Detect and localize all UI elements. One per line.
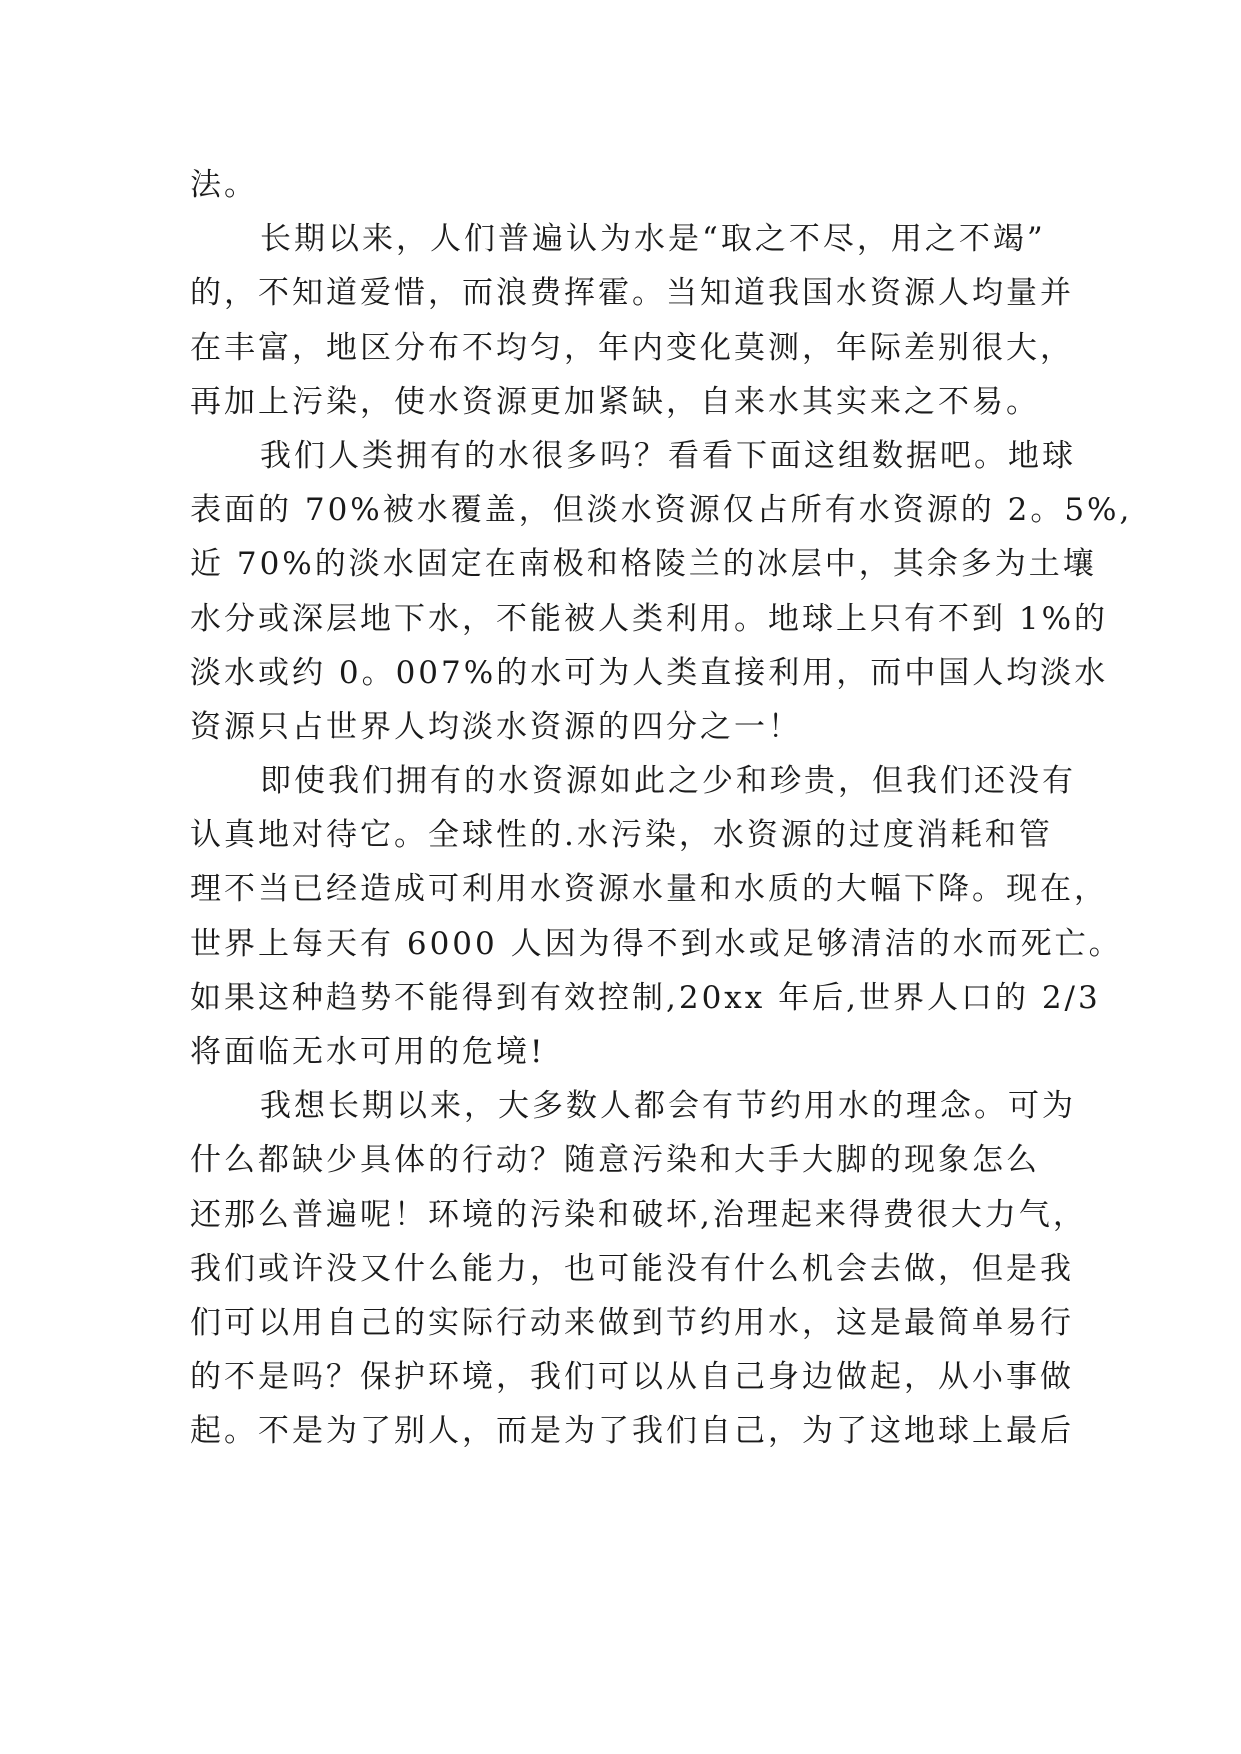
text-line: 认真地对待它。全球性的.水污染，水资源的过度消耗和管 bbox=[190, 817, 1053, 854]
text-line: 淡水或约 0。007%的水可为人类直接利用，而中国人均淡水 bbox=[190, 654, 1109, 691]
text-line: 资源只占世界人均淡水资源的四分之一！ bbox=[190, 708, 802, 745]
text-line: 水分或深层地下水，不能被人类利用。地球上只有不到 1%的 bbox=[190, 600, 1109, 637]
text-line: 如果这种趋势不能得到有效控制,20xx 年后,世界人口的 2/3 bbox=[190, 979, 1101, 1016]
text-line: 理不当已经造成可利用水资源水量和水质的大幅下降。现在， bbox=[190, 871, 1108, 908]
text-line: 我们人类拥有的水很多吗？看看下面这组数据吧。地球 bbox=[260, 437, 1076, 474]
text-line: 们可以用自己的实际行动来做到节约用水，这是最简单易行 bbox=[190, 1304, 1074, 1341]
text-line: 长期以来，人们普遍认为水是“取之不尽，用之不竭” bbox=[260, 221, 1046, 258]
text-line: 再加上污染，使水资源更加紧缺，自来水其实来之不易。 bbox=[190, 383, 1040, 420]
text-line: 将面临无水可用的危境! bbox=[190, 1034, 546, 1070]
text-line: 起。不是为了别人，而是为了我们自己，为了这地球上最后 bbox=[190, 1413, 1074, 1450]
text-line: 即使我们拥有的水资源如此之少和珍贵，但我们还没有 bbox=[260, 763, 1076, 800]
text-line: 的不是吗？保护环境，我们可以从自己身边做起，从小事做 bbox=[190, 1359, 1074, 1396]
text-line: 我们或许没又什么能力，也可能没有什么机会去做，但是我 bbox=[190, 1250, 1074, 1287]
text-line: 法。 bbox=[190, 167, 258, 203]
text-line: 表面的 70%被水覆盖，但淡水资源仅占所有水资源的 2。5%, bbox=[190, 492, 1133, 529]
text-line: 还那么普遍呢！环境的污染和破坏,治理起来得费很大力气， bbox=[190, 1196, 1087, 1233]
text-line: 的，不知道爱惜，而浪费挥霍。当知道我国水资源人均量并 bbox=[190, 275, 1074, 312]
body-text bbox=[190, 158, 1133, 1459]
text-line: 在丰富，地区分布不均匀，年内变化莫测，年际差别很大， bbox=[190, 329, 1074, 366]
text-line: 近 70%的淡水固定在南极和格陵兰的冰层中，其余多为土壤 bbox=[190, 546, 1097, 583]
text-line: 什么都缺少具体的行动？随意污染和大手大脚的现象怎么 bbox=[190, 1142, 1040, 1179]
text-line: 我想长期以来，大多数人都会有节约用水的理念。可为 bbox=[260, 1088, 1076, 1125]
text-line: 世界上每天有 6000 人因为得不到水或足够清洁的水而死亡。 bbox=[190, 925, 1123, 962]
